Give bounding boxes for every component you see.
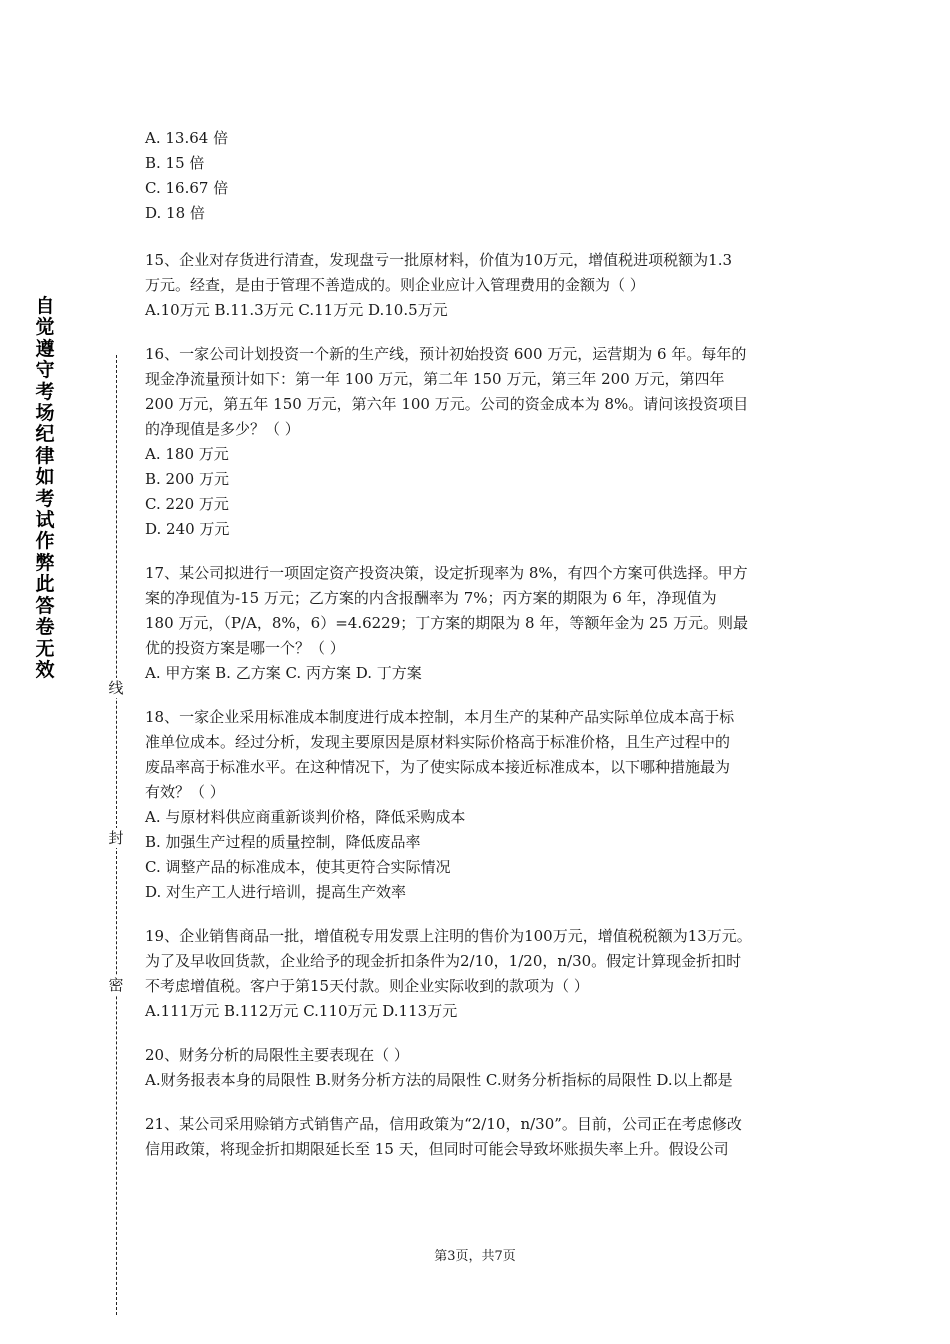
- question-stem-line: 优的投资方案是哪一个？（ ）: [145, 639, 345, 657]
- side-notice-char: 无: [35, 637, 55, 660]
- question-stem-line: 15、企业对存货进行清查，发现盘亏一批原材料，价值为10万元，增值税进项税额为1.3: [145, 251, 733, 269]
- question-stem-line: 19、企业销售商品一批，增值税专用发票上注明的售价为100万元，增值税税额为13万元。: [145, 927, 752, 945]
- question-stem-line: 不考虑增值税。客户于第15天付款。则企业实际收到的款项为（ ）: [145, 977, 589, 995]
- question-stem-line: 20、财务分析的局限性主要表现在（ ）: [145, 1046, 409, 1064]
- answer-option: B. 加强生产过程的质量控制，降低废品率: [145, 833, 421, 851]
- question-stem-line: 信用政策，将现金折扣期限延长至 15 天，但同时可能会导致坏账损失率上升。假设公司: [145, 1140, 729, 1158]
- side-notice-char: 如: [35, 466, 55, 489]
- question-stem-line: 有效？（ ）: [145, 783, 225, 801]
- answer-option: C. 调整产品的标准成本，使其更符合实际情况: [145, 858, 451, 876]
- answer-option: A.111万元 B.112万元 C.110万元 D.113万元: [145, 1002, 458, 1020]
- question-stem-line: 180 万元，（P/A，8%，6）=4.6229；丁方案的期限为 8 年，等额年金为 25 万元。则最: [145, 614, 748, 632]
- binding-mark-line: 线: [105, 678, 127, 698]
- question-stem-line: 200 万元，第五年 150 万元，第六年 100 万元。公司的资金成本为 8%。请问该投资项目: [145, 395, 749, 413]
- question-block: [145, 342, 810, 542]
- side-notice-char: 遵: [35, 337, 55, 360]
- question-stem-line: 案的净现值为-15 万元；乙方案的内含报酬率为 7%；丙方案的期限为 6 年，净现值为: [145, 589, 717, 607]
- side-notice-char: 卷: [35, 616, 55, 639]
- question-stem-line: 准单位成本。经过分析，发现主要原因是原材料实际价格高于标准价格，且生产过程中的: [145, 733, 731, 751]
- question-block: [145, 1043, 810, 1093]
- side-notice-char: 纪: [35, 423, 55, 446]
- answer-option: B. 200 万元: [145, 470, 229, 488]
- question-block: [145, 248, 810, 323]
- question-list: [145, 126, 810, 1181]
- question-stem-line: 18、一家企业采用标准成本制度进行成本控制，本月生产的某种产品实际单位成本高于标: [145, 708, 735, 726]
- answer-option: B. 15 倍: [145, 154, 205, 172]
- side-notice-char: 作: [35, 530, 55, 553]
- question-stem-line: 21、某公司采用赊销方式销售产品，信用政策为“2/10，n/30”。目前，公司正在考虑修改: [145, 1115, 742, 1133]
- answer-option: C. 220 万元: [145, 495, 229, 513]
- binding-mark-seal: 封: [105, 828, 127, 848]
- answer-option: D. 240 万元: [145, 520, 230, 538]
- question-stem-line: 的净现值是多少？（ ）: [145, 420, 300, 438]
- answer-option: A. 13.64 倍: [145, 129, 229, 147]
- question-stem-line: 废品率高于标准水平。在这种情况下，为了使实际成本接近标准成本，以下哪种措施最为: [145, 758, 731, 776]
- side-notice-char: 考: [35, 380, 55, 403]
- binding-mark-secret: 密: [105, 975, 127, 995]
- side-notice-char: 自: [35, 295, 55, 317]
- answer-option: C. 16.67 倍: [145, 179, 229, 197]
- question-block: [145, 561, 810, 686]
- answer-option: A. 与原材料供应商重新谈判价格，降低采购成本: [145, 808, 466, 826]
- question-block: [145, 924, 810, 1024]
- answer-option: A.财务报表本身的局限性 B.财务分析方法的局限性 C.财务分析指标的局限性 D.以上都是: [145, 1071, 733, 1089]
- answer-option: A. 180 万元: [145, 445, 229, 463]
- side-notice-char: 考: [35, 487, 55, 510]
- question-block: [145, 126, 810, 226]
- answer-option: D. 对生产工人进行培训，提高生产效率: [145, 883, 407, 901]
- side-notice-char: 觉: [35, 316, 55, 339]
- question-stem-line: 16、一家公司计划投资一个新的生产线，预计初始投资 600 万元，运营期为 6 年。每年的: [145, 345, 747, 363]
- question-stem-line: 为了及早收回货款，企业给予的现金折扣条件为2/10，1/20，n/30。假定计算现金折扣时: [145, 952, 742, 970]
- side-notice-char: 律: [35, 444, 55, 467]
- side-notice-char: 答: [35, 594, 55, 617]
- question-block: [145, 1112, 810, 1162]
- page-footer: 第3页，共7页: [434, 1249, 516, 1264]
- side-notice-char: 此: [35, 573, 55, 596]
- exam-discipline-notice: [30, 296, 60, 681]
- answer-option: A.10万元 B.11.3万元 C.11万元 D.10.5万元: [145, 301, 448, 319]
- side-notice-char: 场: [35, 402, 55, 425]
- answer-option: A. 甲方案 B. 乙方案 C. 丙方案 D. 丁方案: [145, 664, 422, 682]
- side-notice-char: 守: [35, 359, 55, 382]
- side-notice-char: 弊: [35, 551, 55, 574]
- question-stem-line: 万元。经查，是由于管理不善造成的。则企业应计入管理费用的金额为（ ）: [145, 276, 645, 294]
- question-stem-line: 17、某公司拟进行一项固定资产投资决策，设定折现率为 8%，有四个方案可供选择。甲方: [145, 564, 748, 582]
- side-notice-char: 效: [35, 658, 55, 681]
- answer-option: D. 18 倍: [145, 204, 205, 222]
- side-notice-char: 试: [35, 509, 55, 532]
- question-block: [145, 705, 810, 905]
- question-stem-line: 现金净流量预计如下：第一年 100 万元，第二年 150 万元，第三年 200 万元，第四年: [145, 370, 725, 388]
